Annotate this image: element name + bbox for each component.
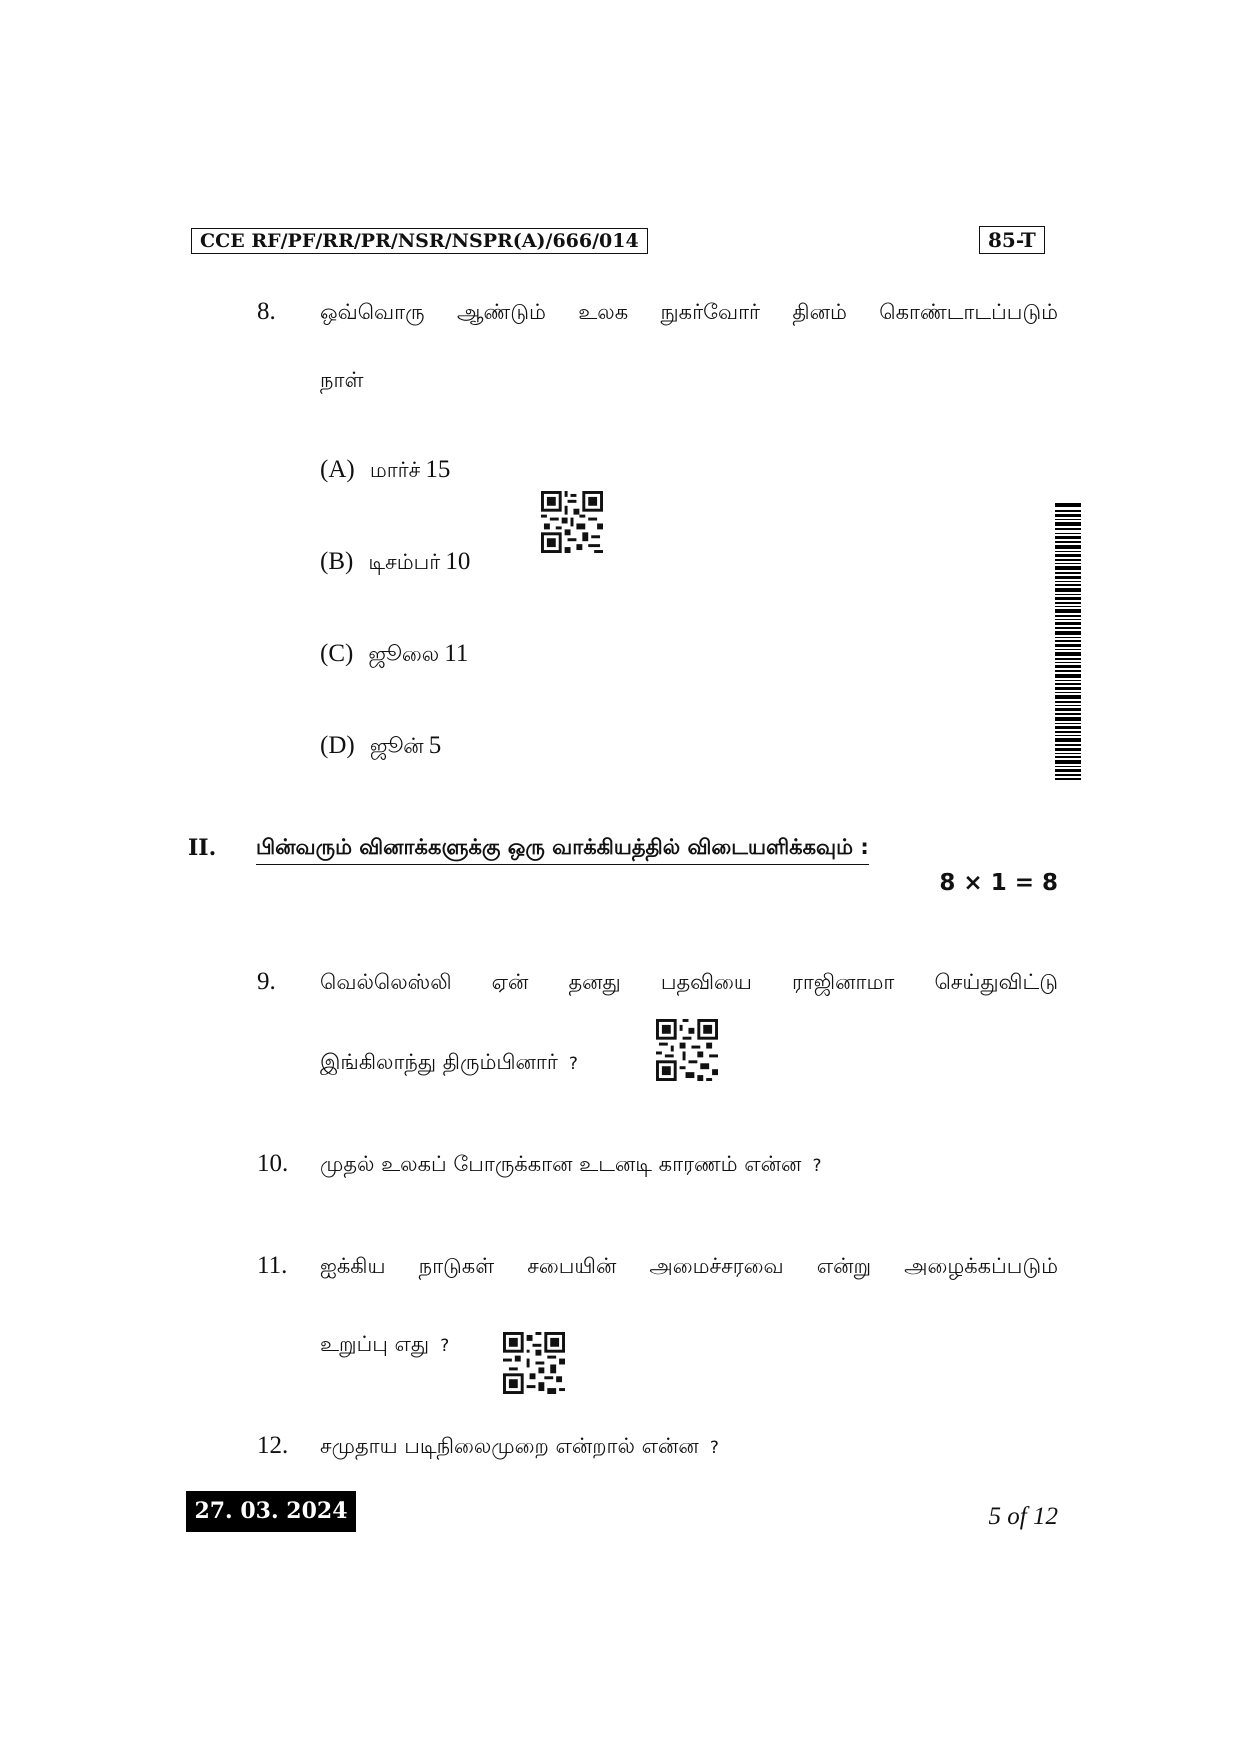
- option-b-text: டிசம்பர்: [368, 550, 441, 574]
- exam-code: CCE RF/PF/RR/PR/NSR/NSPR(A)/666/014: [191, 228, 648, 254]
- option-b-label: (B): [320, 548, 354, 575]
- question-8-number: 8.: [257, 298, 276, 325]
- option-d-number: 5: [428, 732, 442, 759]
- barcode-icon: [1055, 503, 1081, 780]
- question-10-number: 10.: [257, 1150, 289, 1177]
- question-11-qmark: ?: [440, 1336, 450, 1356]
- exam-date: 27. 03. 2024: [186, 1491, 356, 1532]
- option-a-text: மார்ச்: [369, 458, 421, 482]
- section-marks: 8 × 1 = 8: [939, 870, 1058, 896]
- question-12-number: 12.: [257, 1432, 289, 1459]
- option-c-text: ஜூலை: [368, 642, 440, 666]
- question-11-text-line2: உறுப்பு எது: [320, 1332, 430, 1356]
- option-b[interactable]: [320, 548, 470, 577]
- question-9-text-line2: இங்கிலாந்து திரும்பினார்: [320, 1050, 558, 1074]
- section-numeral: II.: [188, 835, 217, 861]
- page-number: 5 of 12: [988, 1503, 1058, 1530]
- option-a-number: 15: [425, 456, 451, 483]
- question-9-text-line1: வெல்லெஸ்லி ஏன் தனது பதவியை ராஜினாமா செய்துவிட்டு: [320, 970, 1058, 994]
- option-c-number: 11: [444, 640, 469, 667]
- option-a[interactable]: [320, 456, 450, 485]
- qr-code-icon: [656, 1019, 718, 1081]
- question-10-qmark: ?: [812, 1156, 822, 1176]
- question-10-line: [320, 1152, 821, 1179]
- paper-id: 85-T: [979, 226, 1045, 254]
- question-8-text-line2: நாள்: [320, 368, 364, 392]
- question-12-line: [320, 1434, 719, 1461]
- qr-code-icon: [541, 491, 603, 553]
- question-10-text: முதல் உலகப் போருக்கான உடனடி காரணம் என்ன: [320, 1152, 802, 1176]
- question-11-line2: [320, 1332, 449, 1359]
- question-9-number: 9.: [257, 968, 276, 995]
- question-12-text: சமுதாய படிநிலைமுறை என்றால் என்ன: [320, 1434, 699, 1458]
- option-b-number: 10: [445, 548, 471, 575]
- question-8-text-line1: ஒவ்வொரு ஆண்டும் உலக நுகர்வோர் தினம் கொண்டாடப்படும்: [320, 300, 1058, 324]
- question-11-number: 11.: [257, 1252, 288, 1279]
- option-d-label: (D): [320, 732, 355, 759]
- option-c-label: (C): [320, 640, 354, 667]
- option-d[interactable]: [320, 732, 441, 761]
- question-11-text-line1: ஐக்கிய நாடுகள் சபையின் அமைச்சரவை என்று அழைக்கப்படும்: [320, 1254, 1058, 1278]
- option-a-label: (A): [320, 456, 355, 483]
- section-title: பின்வரும் வினாக்களுக்கு ஒரு வாக்கியத்தில் விடையளிக்கவும் :: [256, 835, 869, 865]
- option-c[interactable]: [320, 640, 468, 669]
- question-9-line2: [320, 1050, 578, 1077]
- question-9-qmark: ?: [568, 1054, 578, 1074]
- qr-code-icon: [503, 1332, 565, 1394]
- option-d-text: ஜூன்: [369, 734, 424, 758]
- question-12-qmark: ?: [709, 1438, 719, 1458]
